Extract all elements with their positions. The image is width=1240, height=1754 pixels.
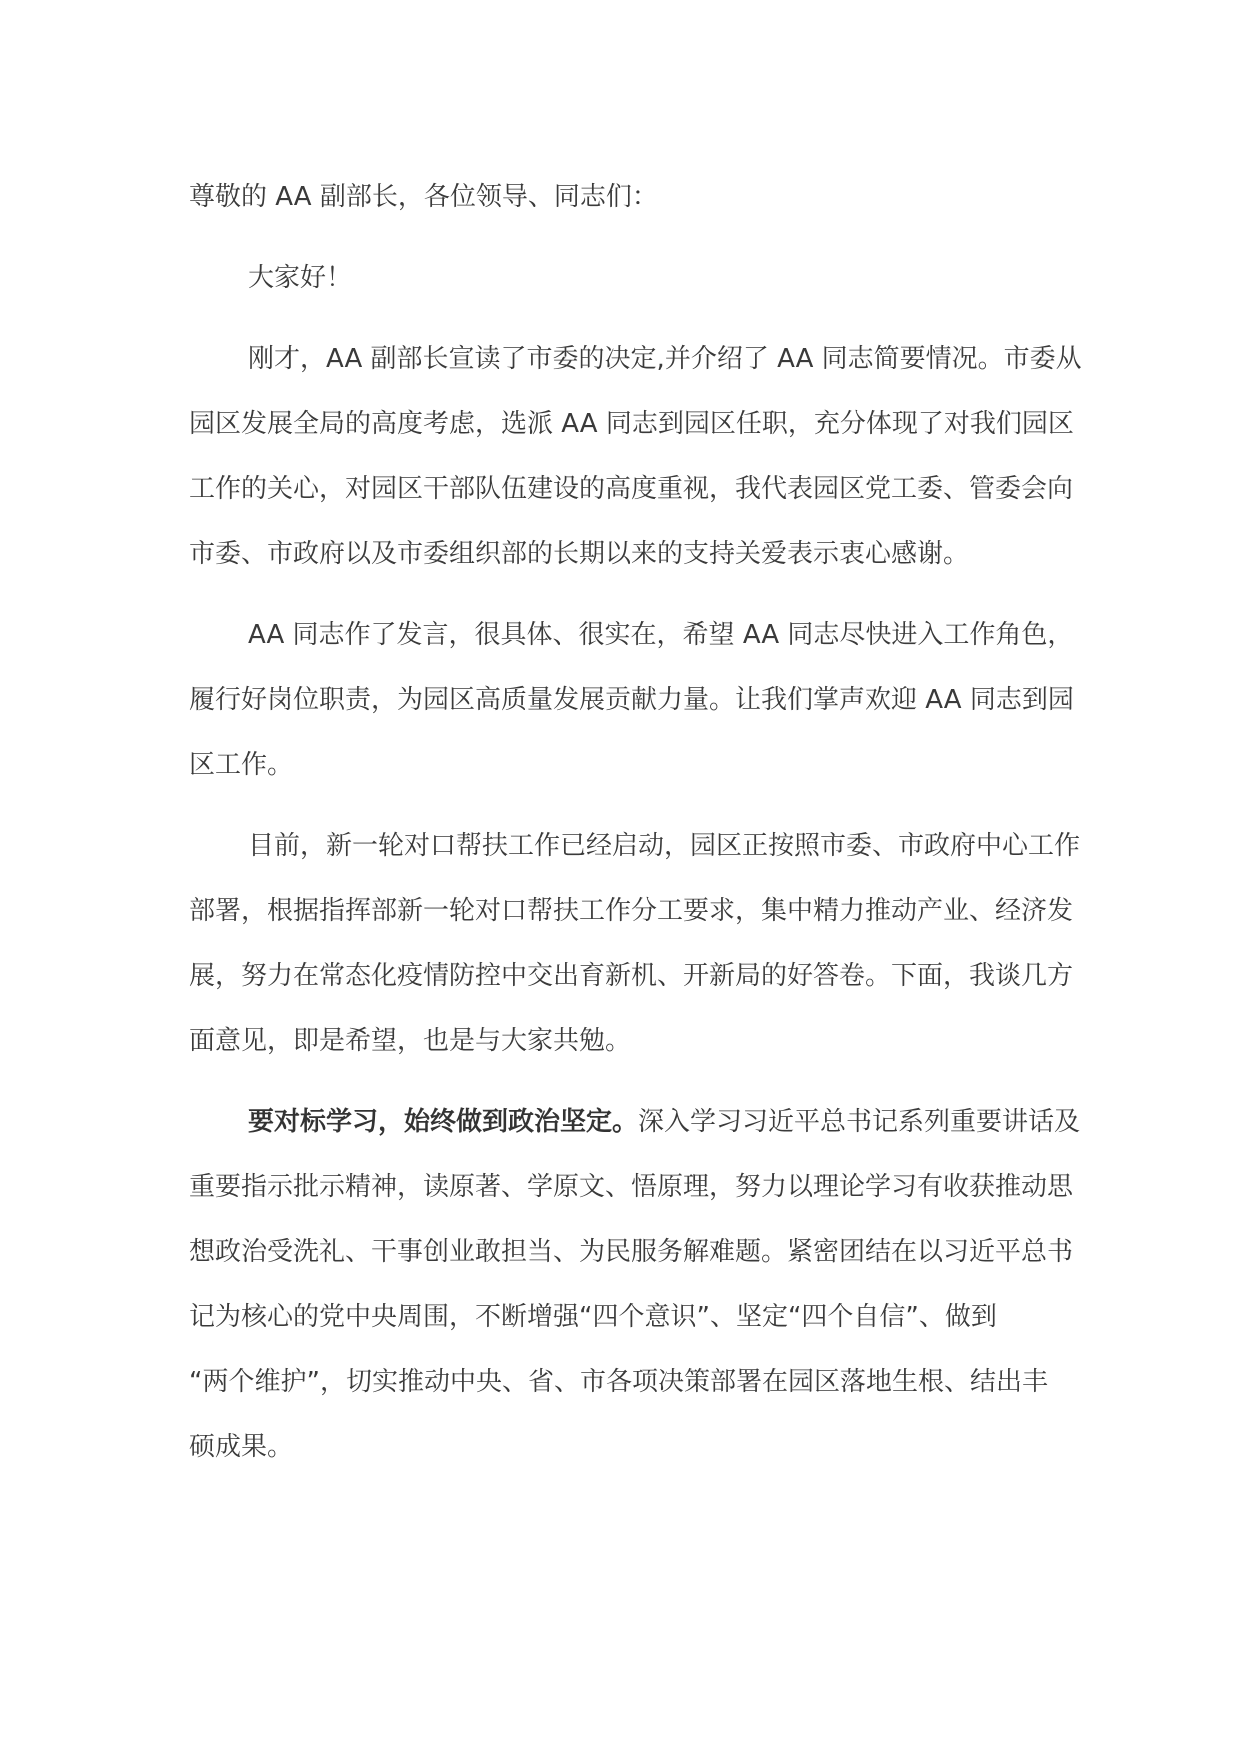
paragraph-2 (189, 603, 1074, 798)
text-line: 目前，新一轮对口帮扶工作已经启动，园区正按照市委、市政府中心工作 (248, 831, 1081, 861)
text-run: 深入学习习近平总书记系列重要讲话及 (638, 1107, 1081, 1137)
greeting-line: 大家好！ (248, 263, 353, 293)
text-line: “两个维护”，切实推动中央、省、市各项决策部署在园区落地生根、结出丰 (189, 1367, 1048, 1397)
text-line: 区工作。 (189, 750, 294, 780)
salutation (189, 165, 1069, 230)
text-line: 部署，根据指挥部新一轮对口帮扶工作分工要求，集中精力推动产业、经济发 (189, 896, 1074, 926)
text-line: 硕成果。 (189, 1432, 294, 1462)
text-line: 面意见，即是希望，也是与大家共勉。 (189, 1026, 632, 1056)
greeting (189, 246, 1069, 311)
paragraph-4 (189, 1090, 1081, 1480)
document-page (189, 165, 1082, 1496)
text-line (189, 1090, 1081, 1155)
text-line: 工作的关心，对园区干部队伍建设的高度重视，我代表园区党工委、管委会向 (189, 474, 1074, 504)
section-heading: 要对标学习，始终做到政治坚定。 (248, 1107, 639, 1137)
text-line: 园区发展全局的高度考虑，选派 AA 同志到园区任职，充分体现了对我们园区 (189, 409, 1074, 439)
paragraph-3 (189, 814, 1081, 1074)
text-line: 记为核心的党中央周围，不断增强“四个意识”、坚定“四个自信”、做到 (189, 1302, 997, 1332)
text-line: 重要指示批示精神，读原著、学原文、悟原理，努力以理论学习有收获推动思 (189, 1172, 1074, 1202)
text-line: 履行好岗位职责，为园区高质量发展贡献力量。让我们掌声欢迎 AA 同志到园 (189, 685, 1074, 715)
text-line: 展，努力在常态化疫情防控中交出育新机、开新局的好答卷。下面，我谈几方 (189, 961, 1074, 991)
text-line: AA 同志作了发言，很具体、很实在，希望 AA 同志尽快进入工作角色， (248, 620, 1074, 650)
text-line: 想政治受洗礼、干事创业敢担当、为民服务解难题。紧密团结在以习近平总书 (189, 1237, 1074, 1267)
paragraph-1 (189, 327, 1082, 587)
salutation-line: 尊敬的 AA 副部长，各位领导、同志们： (189, 182, 658, 212)
text-line: 市委、市政府以及市委组织部的长期以来的支持关爱表示衷心感谢。 (189, 539, 970, 569)
text-line: 刚才，AA 副部长宣读了市委的决定,并介绍了 AA 同志简要情况。市委从 (248, 344, 1082, 374)
